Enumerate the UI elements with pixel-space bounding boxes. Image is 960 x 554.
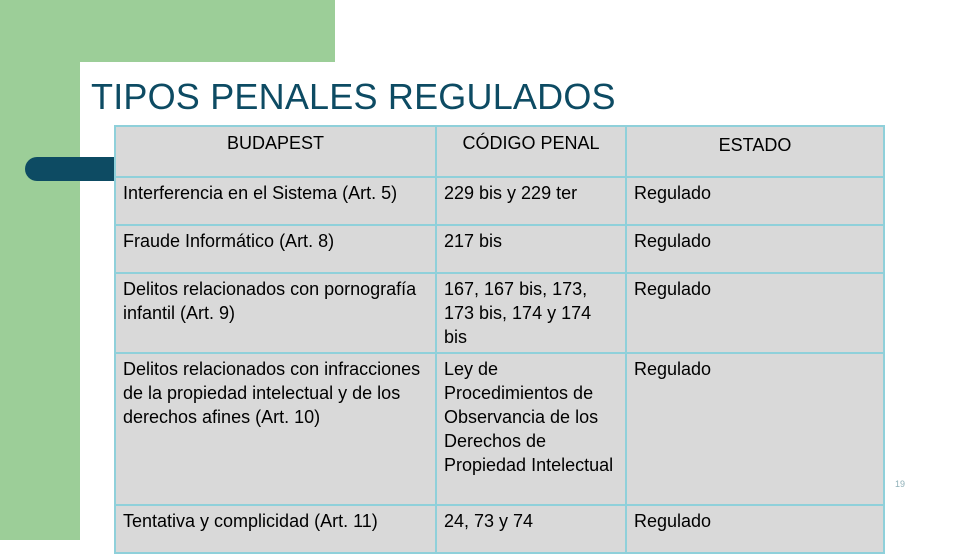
- table-row: [115, 505, 884, 553]
- cell-estado: Regulado: [626, 225, 884, 273]
- slide-title: TIPOS PENALES REGULADOS: [91, 76, 616, 117]
- header-budapest: BUDAPEST: [115, 126, 436, 177]
- cell-codigo-penal: Ley de Procedimientos de Observancia de los Derechos de Propiedad Intelectual: [436, 353, 626, 505]
- table-row: [115, 225, 884, 273]
- cell-estado: Regulado: [626, 177, 884, 225]
- table-header-row: [115, 126, 884, 177]
- cell-codigo-penal: 24, 73 y 74: [436, 505, 626, 553]
- header-codigo-penal: CÓDIGO PENAL: [436, 126, 626, 177]
- header-estado: ESTADO: [626, 126, 884, 177]
- table-row: [115, 177, 884, 225]
- cell-estado: Regulado: [626, 505, 884, 553]
- table-row: [115, 273, 884, 353]
- cell-budapest: Tentativa y complicidad (Art. 11): [115, 505, 436, 553]
- slide-number: 19: [895, 479, 906, 489]
- decorative-green-strip: [0, 0, 80, 540]
- cell-budapest: Interferencia en el Sistema (Art. 5): [115, 177, 436, 225]
- cell-budapest: Delitos relacionados con infracciones de la propiedad intelectual y de los derechos afines (Art. 10): [115, 353, 436, 505]
- cell-codigo-penal: 217 bis: [436, 225, 626, 273]
- cell-budapest: Delitos relacionados con pornografía infantil (Art. 9): [115, 273, 436, 353]
- cell-codigo-penal: 167, 167 bis, 173, 173 bis, 174 y 174 bis: [436, 273, 626, 353]
- table-row: [115, 353, 884, 505]
- cell-budapest: Fraude Informático (Art. 8): [115, 225, 436, 273]
- cell-estado: Regulado: [626, 353, 884, 505]
- cell-estado: Regulado: [626, 273, 884, 353]
- regulated-offenses-table: [114, 125, 885, 554]
- cell-codigo-penal: 229 bis y 229 ter: [436, 177, 626, 225]
